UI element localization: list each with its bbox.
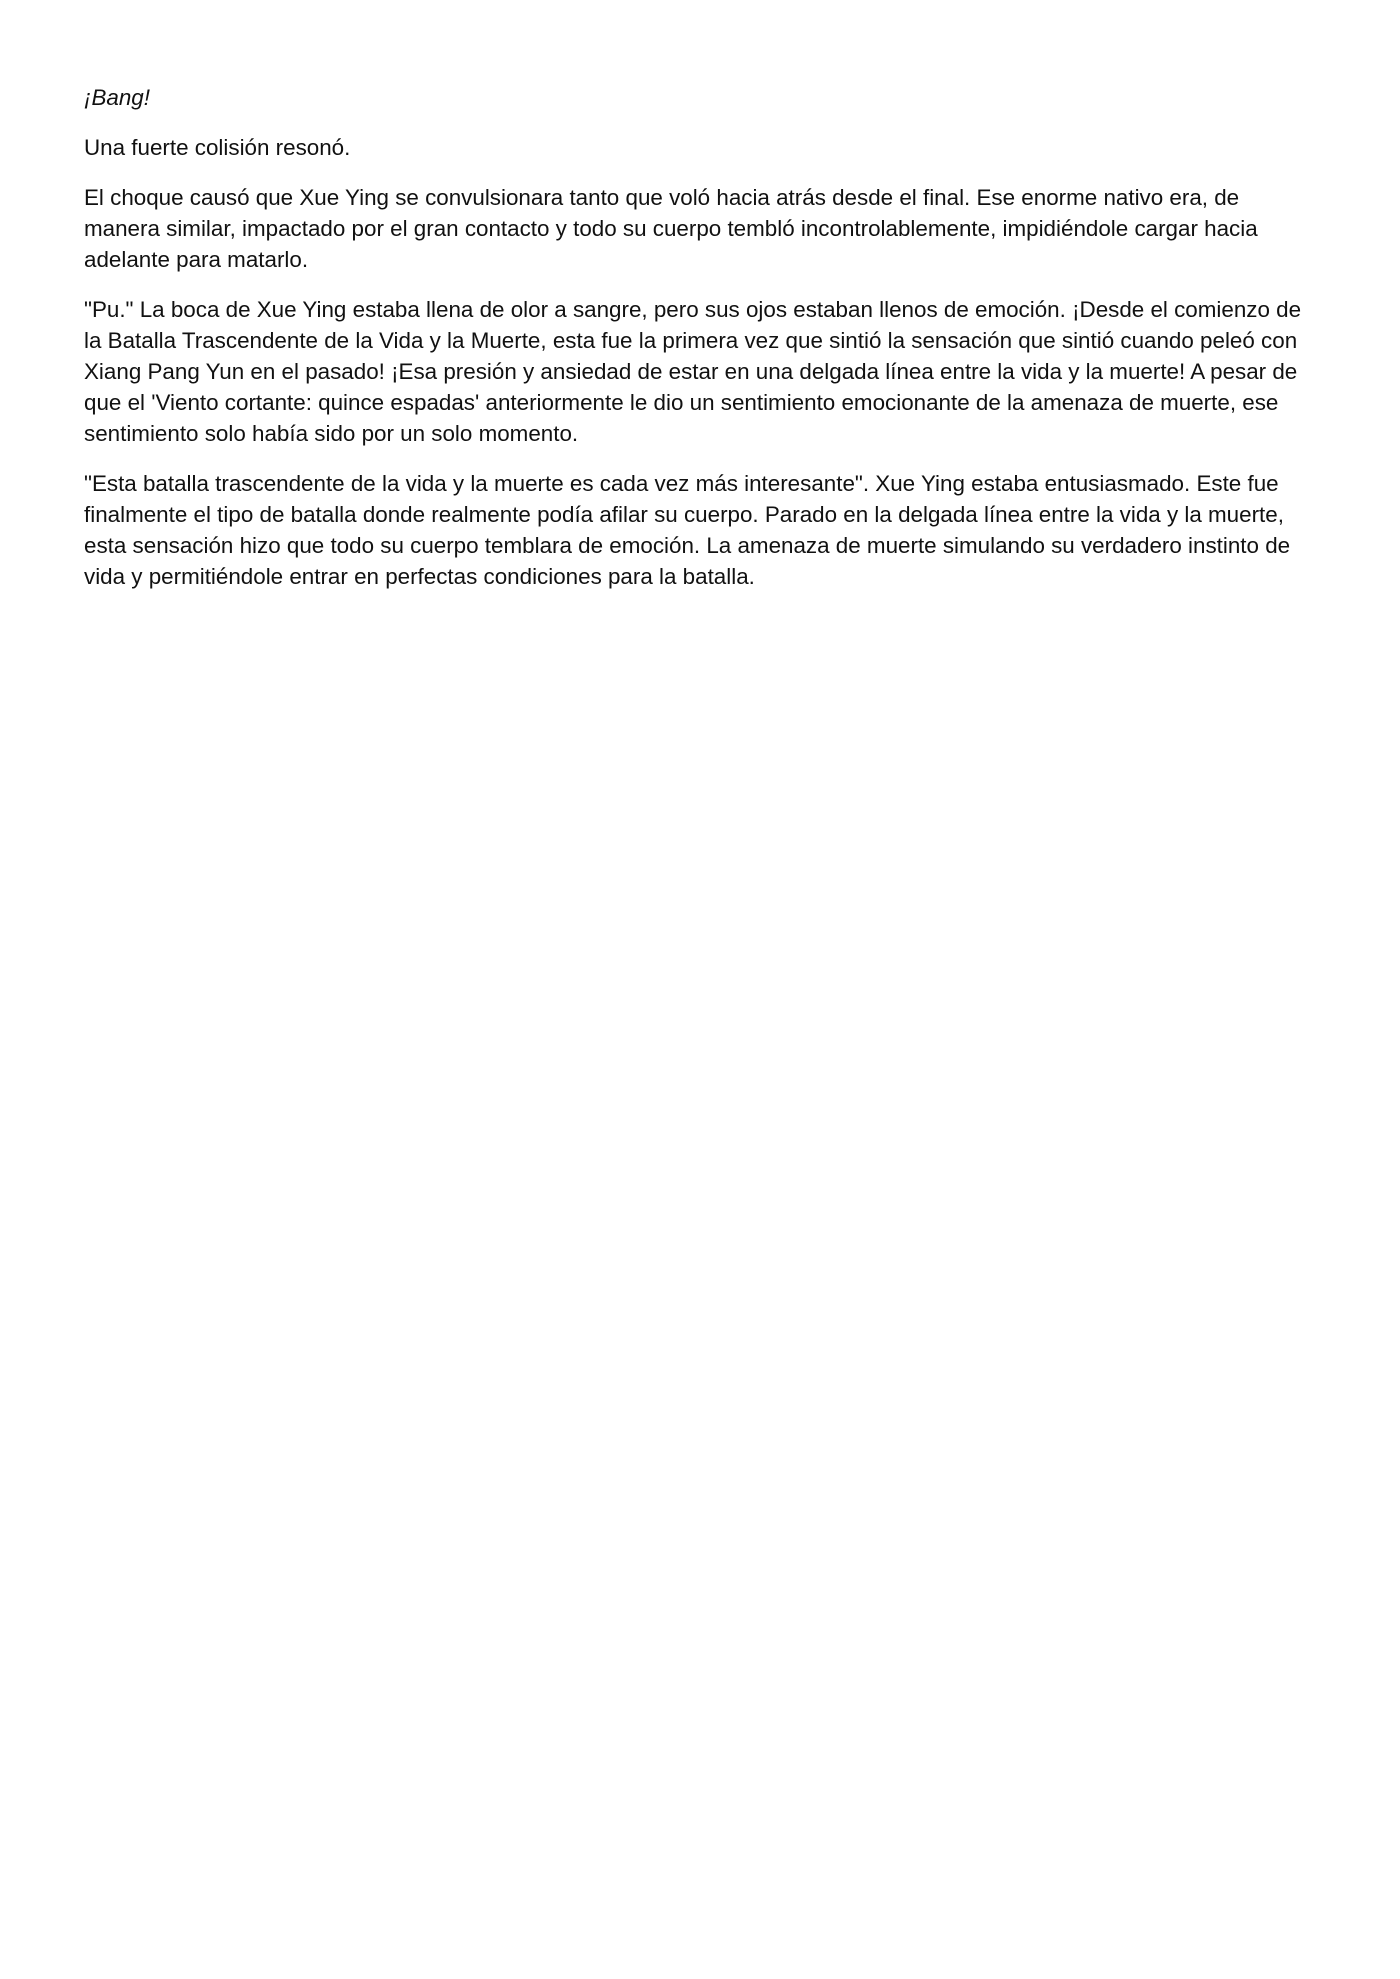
paragraph-impact: El choque causó que Xue Ying se convulsionara tanto que voló hacia atrás desde el final. Ese enorme nativo era, de manera similar, impactado por el gran contacto y todo su cuerpo tembló incontrolablemente, impidiéndole cargar hacia adelante para matarlo. — [84, 185, 1258, 272]
paragraph-collision: Una fuerte colisión resonó. — [84, 135, 351, 160]
paragraph-bang: ¡Bang! — [84, 85, 150, 110]
document-page — [84, 82, 1316, 611]
paragraph-pu: "Pu." La boca de Xue Ying estaba llena de olor a sangre, pero sus ojos estaban llenos de emoción. ¡Desde el comienzo de la Batalla Trascendente de la Vida y la Muerte, esta fue la primera vez que sintió la sensación que sintió cuando peleó con Xiang Pang Yun en el pasado! ¡Esa presión y ansiedad de estar en una delgada línea entre la vida y la muerte! A pesar de que el 'Viento cortante: quince espadas' anteriormente le dio un sentimiento emocionante de la amenaza de muerte, ese sentimiento solo había sido por un solo momento. — [84, 297, 1302, 446]
paragraph-battle: "Esta batalla trascendente de la vida y la muerte es cada vez más interesante". Xue Ying estaba entusiasmado. Este fue finalmente el tipo de batalla donde realmente podía afilar su cuerpo. Parado en la delgada línea entre la vida y la muerte, esta sensación hizo que todo su cuerpo temblara de emoción. La amenaza de muerte simulando su verdadero instinto de vida y permitiéndole entrar en perfectas condiciones para la batalla. — [84, 471, 1291, 589]
